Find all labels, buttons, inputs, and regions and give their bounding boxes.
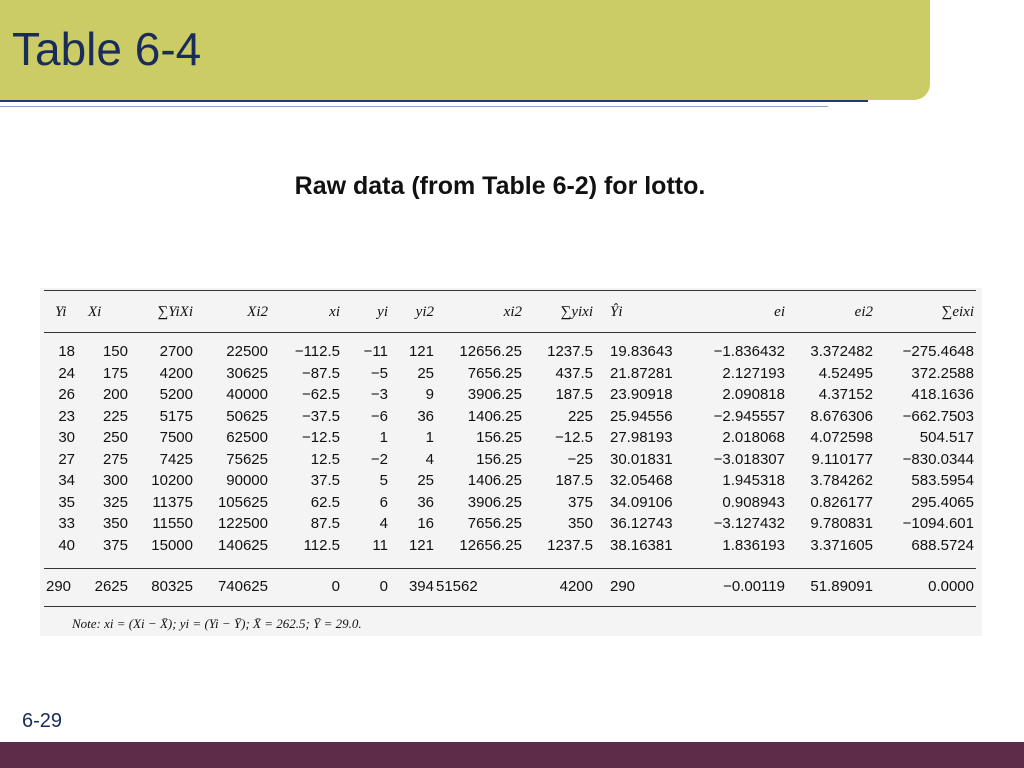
table-cell: 62500: [226, 429, 268, 446]
totals-cell: 0: [379, 578, 388, 595]
table-cell: 295.4065: [911, 493, 974, 511]
table-cell: −3.018307: [713, 450, 785, 468]
table-row: [40, 535, 982, 556]
title-bar: [0, 0, 930, 100]
table-cell: 1: [379, 429, 388, 446]
table-cell: 3.372482: [810, 343, 873, 360]
table-cell: 225: [102, 407, 128, 425]
table-cell: 156.25: [476, 450, 522, 468]
table-cell: 350: [567, 515, 593, 532]
table-cell: 300: [102, 472, 128, 489]
table-cell: −830.0344: [902, 450, 974, 468]
table-cell: 7500: [159, 429, 193, 446]
table-cell: 27: [58, 450, 75, 468]
table-cell: 0.826177: [810, 493, 873, 511]
table-cell: 4200: [159, 364, 193, 382]
table-cell: 1237.5: [547, 343, 593, 360]
table-cell: 1406.25: [467, 472, 522, 489]
table-cell: 150: [102, 343, 128, 360]
column-header: ∑eixi: [941, 304, 974, 320]
table-cell: 4.52495: [818, 364, 873, 382]
table-cell: 375: [567, 493, 593, 511]
table-cell: −12.5: [302, 429, 340, 446]
column-header: Ŷi: [610, 304, 623, 320]
table-cell: 12656.25: [459, 343, 522, 360]
footer-bar: [0, 742, 1024, 768]
totals-cell: −0.00119: [723, 578, 785, 595]
table-cell: 35: [58, 493, 75, 511]
table-totals-rule-bottom: [44, 606, 976, 607]
table-header-row: [40, 292, 982, 332]
table-cell: 26: [58, 386, 75, 403]
table-cell: 33: [58, 515, 75, 532]
table-cell: −62.5: [302, 386, 340, 403]
table-cell: 30: [58, 429, 75, 446]
column-header: Xi: [88, 304, 102, 320]
column-header: xi: [329, 304, 340, 320]
data-table: [40, 288, 982, 636]
table-cell: 12.5: [310, 450, 340, 468]
table-cell: 4.072598: [810, 429, 873, 446]
table-cell: 87.5: [310, 515, 340, 532]
page-number: 6-29: [22, 710, 63, 732]
table-row: [40, 492, 982, 513]
totals-cell: 740625: [217, 578, 268, 595]
table-row: [40, 384, 982, 405]
table-cell: 27.98193: [610, 429, 673, 446]
table-cell: 187.5: [555, 386, 593, 403]
table-cell: 11375: [152, 493, 193, 511]
table-cell: 4: [425, 450, 434, 468]
column-header: ei: [774, 304, 785, 320]
table-cell: 2700: [159, 343, 193, 360]
column-header: Yi: [55, 304, 67, 320]
table-cell: 34: [58, 472, 75, 489]
totals-cell: 80325: [151, 578, 193, 595]
table-cell: 325: [102, 493, 128, 511]
table-cell: 7656.25: [467, 364, 522, 382]
table-totals-row: [40, 576, 982, 597]
table-cell: 10200: [151, 472, 193, 489]
totals-cell: 0.0000: [928, 578, 974, 595]
table-cell: 418.1636: [911, 386, 974, 403]
table-row: [40, 341, 982, 362]
table-cell: −662.7503: [902, 407, 974, 425]
table-cell: 350: [102, 515, 128, 532]
table-cell: 7425: [159, 450, 193, 468]
table-cell: −3: [370, 386, 388, 403]
table-cell: 90000: [226, 472, 268, 489]
table-cell: −2: [370, 450, 388, 468]
table-cell: 19.83643: [610, 343, 673, 360]
table-cell: 1.945318: [722, 472, 785, 489]
table-top-rule: [44, 290, 976, 291]
table-cell: 15000: [151, 536, 193, 554]
table-cell: 175: [102, 364, 128, 382]
table-cell: 375: [102, 536, 128, 554]
table-cell: 250: [102, 429, 128, 446]
table-row: [40, 406, 982, 427]
table-cell: 140625: [217, 536, 268, 554]
table-cell: 12656.25: [459, 536, 522, 554]
column-header: yi2: [415, 304, 434, 320]
column-header: Xi2: [247, 304, 268, 320]
table-row: [40, 363, 982, 384]
table-cell: −87.5: [302, 364, 340, 382]
table-cell: −6: [370, 407, 388, 425]
table-cell: 24: [58, 364, 75, 382]
table-cell: 23: [58, 407, 75, 425]
table-cell: −5: [370, 364, 388, 382]
table-cell: 2.090818: [722, 386, 785, 403]
table-cell: 121: [408, 536, 434, 554]
table-cell: 40: [58, 536, 75, 554]
totals-cell: 51562: [436, 578, 478, 595]
table-cell: 11550: [152, 515, 193, 532]
table-cell: −3.127432: [713, 515, 785, 532]
column-header: ∑YiXi: [157, 304, 193, 320]
table-cell: 25: [417, 364, 434, 382]
table-cell: 187.5: [555, 472, 593, 489]
table-cell: 583.5954: [911, 472, 974, 489]
table-cell: 9.110177: [811, 450, 873, 468]
table-cell: 11: [372, 536, 388, 554]
table-cell: −1.836432: [713, 343, 785, 360]
table-cell: 32.05468: [610, 472, 673, 489]
table-cell: −37.5: [302, 407, 340, 425]
totals-cell: 4200: [559, 578, 593, 595]
table-cell: 36: [417, 493, 434, 511]
table-cell: 3.784262: [810, 472, 873, 489]
table-cell: 3906.25: [467, 386, 522, 403]
table-cell: 5175: [159, 407, 193, 425]
column-header: xi2: [503, 304, 522, 320]
table-cell: 30625: [226, 364, 268, 382]
column-header: ∑yixi: [560, 304, 593, 320]
table-cell: −275.4648: [902, 343, 974, 360]
table-note: Note: xi = (Xi − X̄); yi = (Yi − Ȳ); X̄ = 262.5; Ȳ = 29.0.: [72, 616, 362, 631]
totals-cell: 51.89091: [810, 578, 873, 595]
title-rule-light: [0, 106, 828, 107]
table-cell: 34.09106: [610, 493, 673, 511]
table-cell: 4: [379, 515, 388, 532]
table-cell: 121: [408, 343, 434, 360]
table-cell: 3906.25: [467, 493, 522, 511]
table-cell: 105625: [217, 493, 268, 511]
table-cell: 36: [417, 407, 434, 425]
table-cell: 7656.25: [467, 515, 522, 532]
table-cell: 156.25: [476, 429, 522, 446]
table-cell: 504.517: [919, 429, 974, 446]
table-cell: 8.676306: [810, 407, 873, 425]
table-row: [40, 449, 982, 470]
table-cell: 1237.5: [547, 536, 593, 554]
table-row: [40, 470, 982, 491]
table-header-rule: [44, 332, 976, 333]
table-cell: 75625: [226, 450, 268, 468]
title-rule-dark: [0, 100, 868, 102]
table-cell: 2.018068: [722, 429, 785, 446]
table-cell: 1.836193: [722, 536, 785, 554]
table-cell: 37.5: [310, 472, 340, 489]
table-cell: 18: [58, 343, 75, 360]
table-cell: 5: [379, 472, 388, 489]
table-cell: 9.780831: [810, 515, 873, 532]
table-cell: 372.2588: [911, 364, 974, 382]
table-cell: 50625: [226, 407, 268, 425]
table-cell: 62.5: [310, 493, 340, 511]
table-cell: 5200: [159, 386, 193, 403]
table-cell: 122500: [217, 515, 268, 532]
totals-cell: 290: [46, 578, 72, 595]
table-cell: 0.908943: [722, 493, 785, 511]
totals-cell: 394: [408, 578, 434, 595]
table-cell: 22500: [226, 343, 268, 360]
table-cell: 6: [379, 493, 388, 511]
column-header: ei2: [854, 304, 873, 320]
table-cell: −112.5: [294, 343, 340, 360]
table-cell: 275: [102, 450, 128, 468]
slide-title: Table 6-4: [12, 23, 202, 75]
table-cell: 1: [425, 429, 434, 446]
table-totals-rule-top: [44, 568, 976, 569]
table-row: [40, 427, 982, 448]
column-header: yi: [377, 304, 388, 320]
totals-cell: 0: [331, 578, 340, 595]
table-cell: −11: [363, 343, 388, 360]
table-cell: 23.90918: [610, 386, 673, 403]
table-cell: −12.5: [555, 429, 593, 446]
table-cell: −2.945557: [713, 407, 785, 425]
table-cell: 437.5: [555, 364, 593, 382]
table-cell: 1406.25: [467, 407, 522, 425]
slide-subtitle: Raw data (from Table 6-2) for lotto.: [294, 172, 706, 200]
table-cell: 21.87281: [610, 364, 673, 382]
totals-cell: 2625: [94, 578, 128, 595]
table-cell: 2.127193: [722, 364, 785, 382]
totals-cell: 290: [610, 578, 636, 595]
table-cell: 40000: [226, 386, 268, 403]
table-cell: 3.371605: [810, 536, 873, 554]
table-cell: 112.5: [303, 536, 340, 554]
table-cell: 36.12743: [610, 515, 673, 532]
table-cell: 16: [417, 515, 434, 532]
table-cell: 688.5724: [911, 536, 974, 554]
table-cell: 9: [425, 386, 434, 403]
table-cell: 200: [102, 386, 128, 403]
table-cell: −25: [567, 450, 593, 468]
table-cell: 225: [567, 407, 593, 425]
table-cell: 25.94556: [610, 407, 673, 425]
table-cell: 25: [417, 472, 434, 489]
table-cell: 38.16381: [610, 536, 673, 554]
table-row: [40, 513, 982, 534]
table-cell: −1094.601: [902, 515, 974, 532]
table-cell: 30.01831: [610, 450, 673, 468]
table-cell: 4.37152: [818, 386, 873, 403]
